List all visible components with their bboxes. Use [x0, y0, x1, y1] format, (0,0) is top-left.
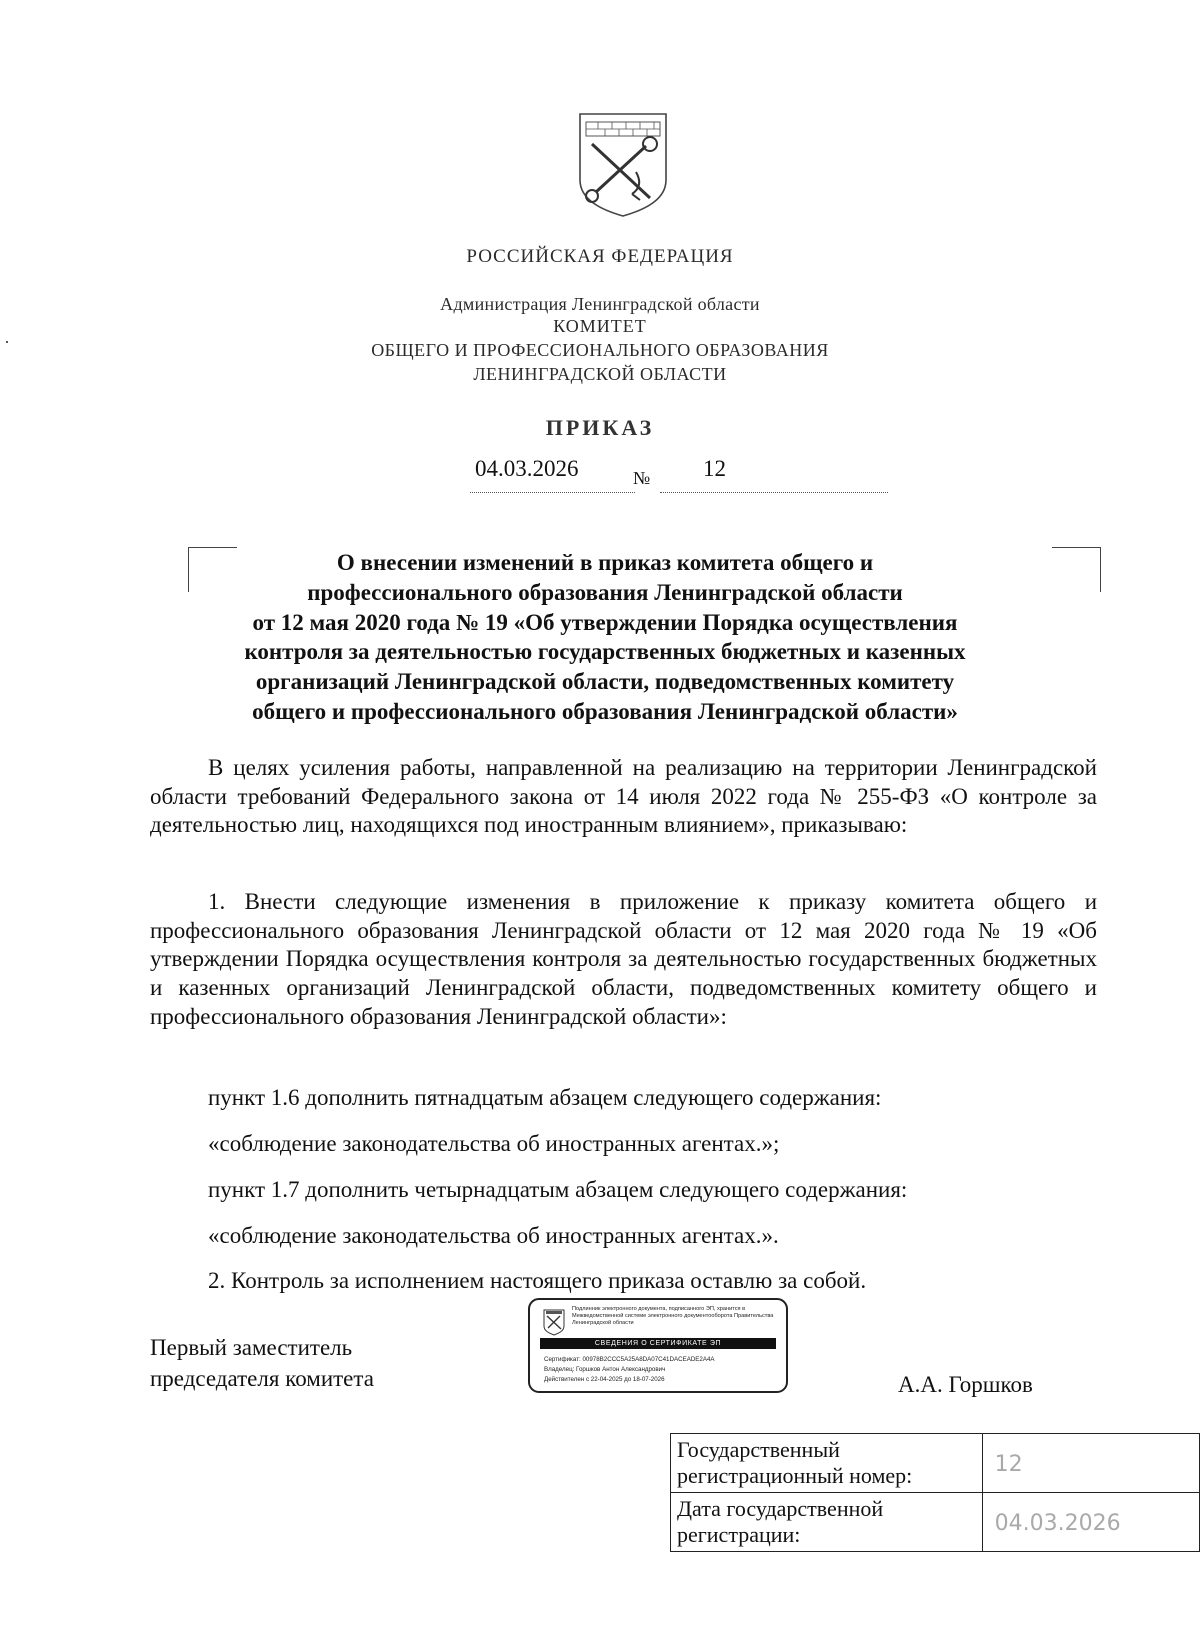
country-heading: РОССИЙСКАЯ ФЕДЕРАЦИЯ [466, 246, 734, 267]
document-type: ПРИКАЗ [545, 415, 655, 440]
registration-date-label: Дата государственной регистрации: [671, 1493, 983, 1552]
signer-position-line-1: Первый заместитель [150, 1335, 353, 1360]
title-line: контроля за деятельностью государственных бюджетных и казенных [244, 639, 966, 665]
item-1-paragraph: 1. Внести следующие изменения в приложение к приказу комитета общего и профессионального образования Ленинградской области от 12 мая 2020 года № 19 «Об утверждении Порядка осуществления контроля за деятельностью государственных бюджетных и казенных организаций Ленинградской области, подведомственных комитету общего и профессионального образования Ленинградской области»: [150, 889, 1097, 1029]
title-line: организаций Ленинградской области, подведомственных комитету [255, 669, 955, 695]
signer-position-line-2: председателя комитета [150, 1366, 374, 1391]
item-1-point-2: пункт 1.7 дополнить четырнадцатым абзацем следующего содержания: [208, 1177, 908, 1202]
number-sign: № [633, 468, 651, 488]
registration-number-value: 12 [982, 1434, 1199, 1493]
registration-date-value: 04.03.2026 [982, 1493, 1199, 1552]
committee-name-line: ОБЩЕГО И ПРОФЕССИОНАЛЬНОГО ОБРАЗОВАНИЯ [371, 340, 829, 360]
stamp-certificate-bar: СВЕДЕНИЯ О СЕРТИФИКАТЕ ЭП [540, 1338, 776, 1349]
title-line: от 12 мая 2020 года № 19 «Об утверждении Порядка осуществления [252, 609, 958, 635]
item-1-point-1: пункт 1.6 дополнить пятнадцатым абзацем следующего содержания: [208, 1085, 882, 1110]
signer-name: А.А. Горшков [898, 1372, 1033, 1397]
title-line: О внесении изменений в приказ комитета общего и [336, 550, 874, 575]
document-number: 12 [703, 456, 726, 481]
stamp-owner: Владелец: Горшков Антон Александрович [544, 1366, 666, 1373]
administration-heading: Администрация Ленинградской области [440, 294, 760, 314]
coat-of-arms-emblem [574, 110, 672, 218]
document-date: 04.03.2026 [475, 456, 579, 481]
preamble-paragraph: В целях усиления работы, направленной на реализацию на территории Ленинградской области требований Федерального закона от 14 июля 2022 года № 255-ФЗ «О контроле за деятельностью лиц, находящихся под иностранным влиянием», приказываю: [150, 755, 1097, 838]
stamp-header-text: Подлинник электронного документа, подписанного ЭП, хранится в Межведомственной системе электронного документооборота Правительства Ленинградской области [572, 1306, 774, 1327]
committee-heading: КОМИТЕТ [553, 316, 647, 336]
date-underline [470, 492, 635, 493]
e-signature-stamp [528, 1298, 788, 1393]
stamp-validity: Действителен с 22-04-2025 до 18-07-2026 [544, 1376, 665, 1383]
item-1-point-2-text: «соблюдение законодательства об иностранных агентах.». [208, 1223, 779, 1248]
item-1-point-1-text: «соблюдение законодательства об иностранных агентах.»; [208, 1131, 780, 1156]
document-title [150, 548, 1060, 727]
title-line: общего и профессионального образования Ленинградской области» [252, 698, 958, 724]
scan-speck [6, 341, 8, 343]
registration-table [670, 1433, 1200, 1552]
committee-region-line: ЛЕНИНГРАДСКОЙ ОБЛАСТИ [473, 364, 727, 384]
number-underline [660, 492, 888, 493]
registration-number-label: Государственный регистрационный номер: [671, 1434, 983, 1493]
item-2-paragraph: 2. Контроль за исполнением настоящего приказа оставлю за собой. [208, 1268, 867, 1293]
stamp-emblem-icon [542, 1308, 566, 1336]
stamp-certificate: Сертификат: 00978B2CCC5A25A8DA07C41DACEADE2A4A [544, 1356, 715, 1363]
title-line: профессионального образования Ленинградской области [307, 579, 903, 605]
